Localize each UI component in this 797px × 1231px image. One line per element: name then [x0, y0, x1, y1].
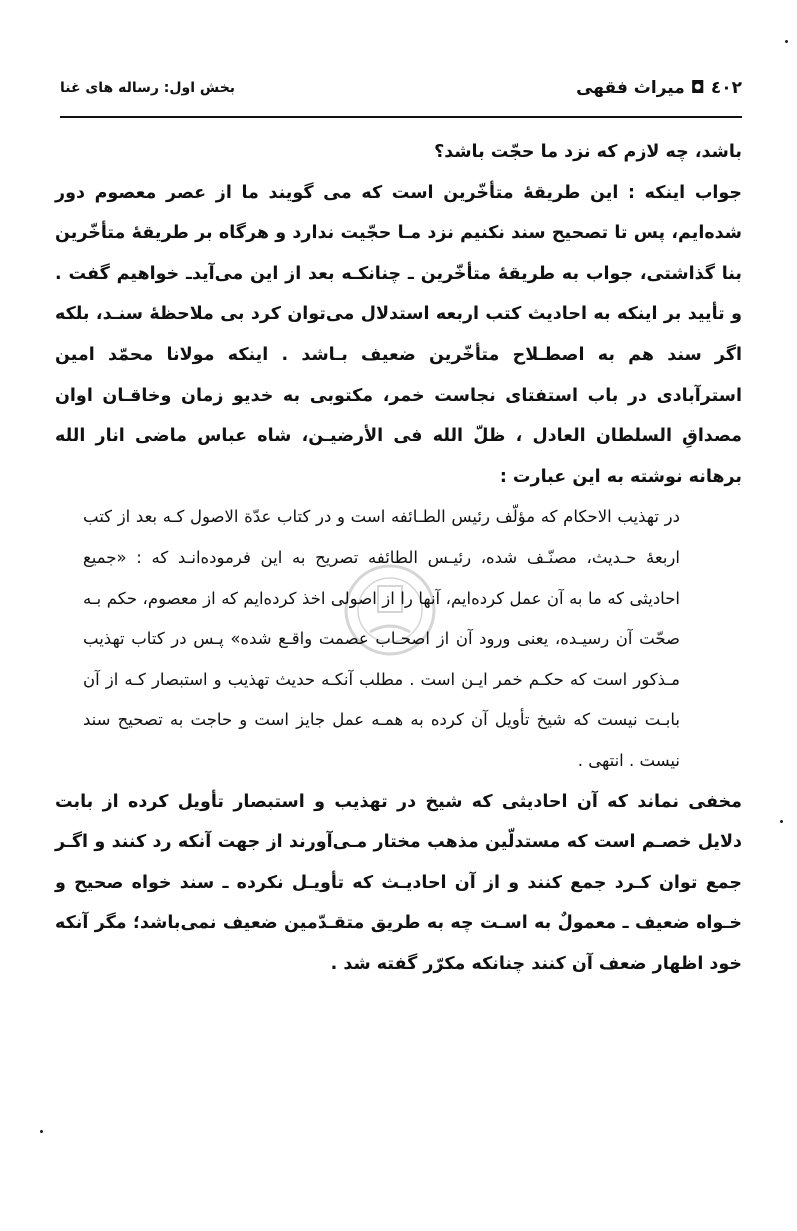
page-number-title: ٤٠٢ ◘ میراث فقهی	[576, 78, 742, 98]
block-quote: در تهذیب الاحکام که مؤلّف رئیس الطـائفه است و در کتاب عدّة الاصول کـه بعد از کتب اربعهٔ حـدیث، مصنّـف شده، رئیـس الطائفه تصریح به این فرموده‌انـد که : «جمیع احادیثی که ما به آن عمل کرده‌ایم، آنها را از اصولی اخذ کرده‌ایم که از معصوم، حکم بـه صحّت آن رسیـده، یعنی ورود آن از اصحـاب عصمت واقـع شده» پـس در کتاب تهذیب مـذکور است که حکـم خمر ایـن است . مطلب آنکـه حدیث تهذیب و استبصار کـه از آن بابـت نیست که شیخ تأویل آن کرده به همـه عمل جایز است و حاجت به تصحیح سند نیست . انتهی .	[83, 507, 680, 770]
scan-speck	[785, 40, 788, 43]
header-divider	[60, 116, 742, 118]
running-header	[60, 78, 742, 112]
paragraph-answer: جواب اینکه : این طریقهٔ متأخّرین است که می گویند ما از عصر معصوم دور شده‌ایم، پس تا تصحیح سند نکنیم نزد مـا حجّیت ندارد و هرگاه بر طریقهٔ متأخّرین بنا گذاشتی، جواب به طریقهٔ متأخّرین ـ چنانکـه بعد از این می‌آیدـ خواهیم گفت . و تأیید بر اینکه به احادیث کتب اربعه استدلال می‌توان کرد بی ملاحظهٔ سنـد، بلکه اگر سند هم به اصطـلاح متأخّرین ضعیف بـاشد . اینکه مولانا محمّد امین استرآبادی در باب استفتای نجاست خمر، مکتوبی به خدیو زمان وخاقـان اوان مصداقِ السلطان العادل ، ظلّ الله فی الأرضیـن، شاه عباس ماضی انار الله برهانه نوشته به این عبارت :	[55, 182, 742, 487]
scan-speck	[780, 820, 783, 823]
page-body	[55, 132, 742, 984]
scan-speck	[40, 1130, 43, 1133]
section-title: بخش اول: رساله های غنا	[60, 80, 236, 96]
opening-line: باشد، چه لازم که نزد ما حجّت باشد؟	[434, 142, 742, 162]
paragraph-note: مخفی نماند که آن احادیثی که شیخ در تهذیب و استبصار تأویل کرده از بابت دلایل خصـم است که مستدلّین مذهب مختار مـی‌آورند از جهت آنکه رد کنند و اگـر جمع توان کـرد جمع کنند و از آن احادیـث که تأویـل نکرده ـ سند خواه صحیح و خـواه ضعیف ـ معمولٌ به اسـت چه به طریق متقـدّمین ضعیف نمی‌باشد؛ مگر آنکه خود اظهار ضعف آن کنند چنانکه مکرّر گفته شد .	[55, 791, 742, 974]
